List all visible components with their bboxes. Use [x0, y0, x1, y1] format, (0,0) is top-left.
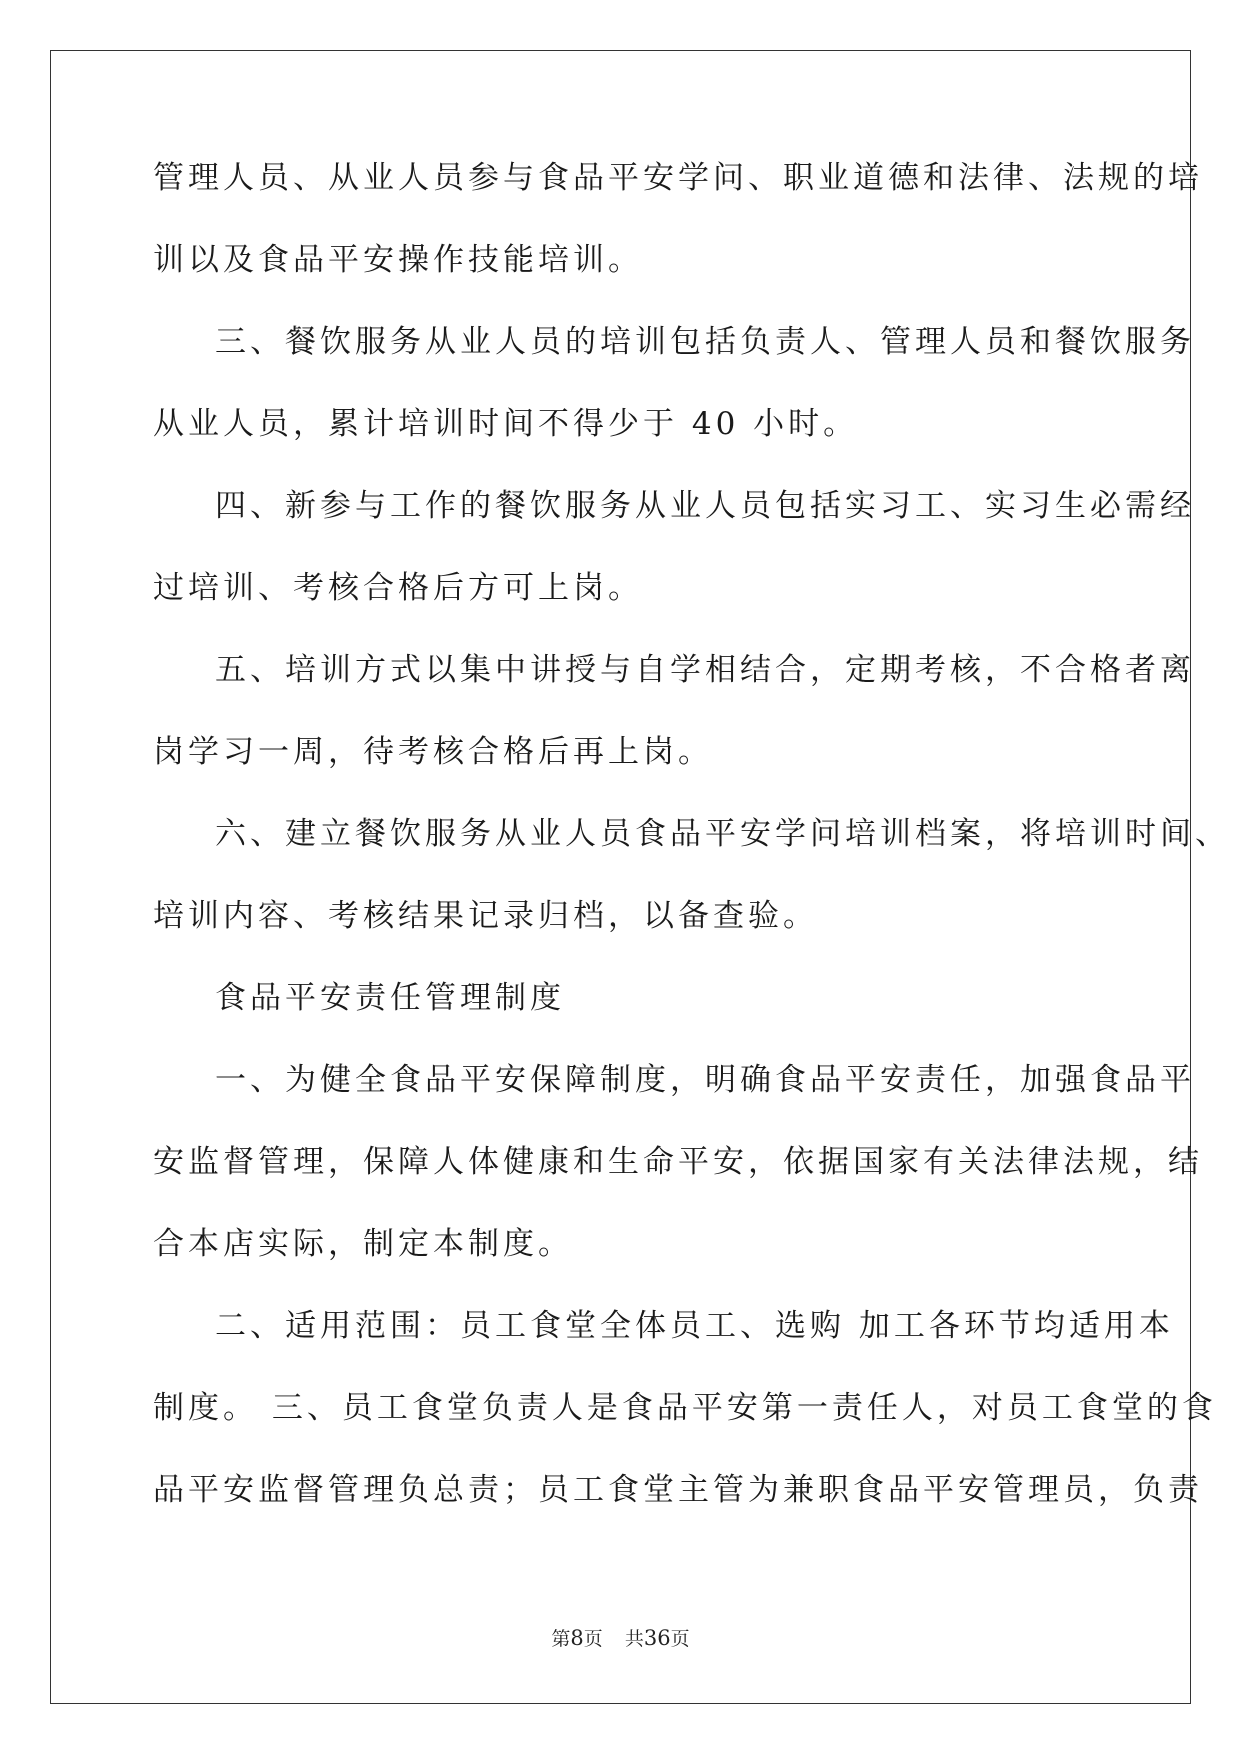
- text-line: 管理人员、从业人员参与食品平安学问、职业道德和法律、法规的培: [153, 160, 1203, 196]
- text-line: 一、为健全食品平安保障制度，明确食品平安责任，加强食品平: [215, 1062, 1195, 1098]
- text-line: 培训内容、考核结果记录归档，以备查验。: [153, 898, 818, 934]
- document-body: [153, 160, 1230, 1554]
- total-prefix: 共: [624, 1628, 644, 1650]
- text-line: 二、适用范围：员工食堂全体员工、选购 加工各环节均适用本: [215, 1308, 1174, 1344]
- text-line: 三、餐饮服务从业人员的培训包括负责人、管理人员和餐饮服务: [215, 324, 1195, 360]
- text-line: 岗学习一周，待考核合格后再上岗。: [153, 734, 713, 770]
- text-line: 训以及食品平安操作技能培训。: [153, 242, 643, 278]
- page-prefix: 第: [551, 1628, 571, 1650]
- page-suffix: 页: [583, 1628, 603, 1650]
- text-line: 从业人员，累计培训时间不得少于 40 小时。: [153, 406, 859, 442]
- text-line: 制度。 三、员工食堂负责人是食品平安第一责任人，对员工食堂的食: [153, 1390, 1217, 1426]
- text-line: 合本店实际，制定本制度。: [153, 1226, 573, 1262]
- total-suffix: 页: [670, 1628, 690, 1650]
- text-line: 四、新参与工作的餐饮服务从业人员包括实习工、实习生必需经: [215, 488, 1195, 524]
- text-line: 安监督管理，保障人体健康和生命平安，依据国家有关法律法规，结: [153, 1144, 1203, 1180]
- text-line: 过培训、考核合格后方可上岗。: [153, 570, 643, 606]
- text-line: 品平安监督管理负总责；员工食堂主管为兼职食品平安管理员，负责: [153, 1472, 1203, 1508]
- total-pages: 36: [643, 1626, 671, 1650]
- page-number: 8: [570, 1626, 584, 1650]
- page-footer: [0, 1626, 1241, 1651]
- text-line: 六、建立餐饮服务从业人员食品平安学问培训档案，将培训时间、: [215, 816, 1230, 852]
- text-line: 五、培训方式以集中讲授与自学相结合，定期考核，不合格者离: [215, 652, 1195, 688]
- section-heading: 食品平安责任管理制度: [215, 980, 565, 1016]
